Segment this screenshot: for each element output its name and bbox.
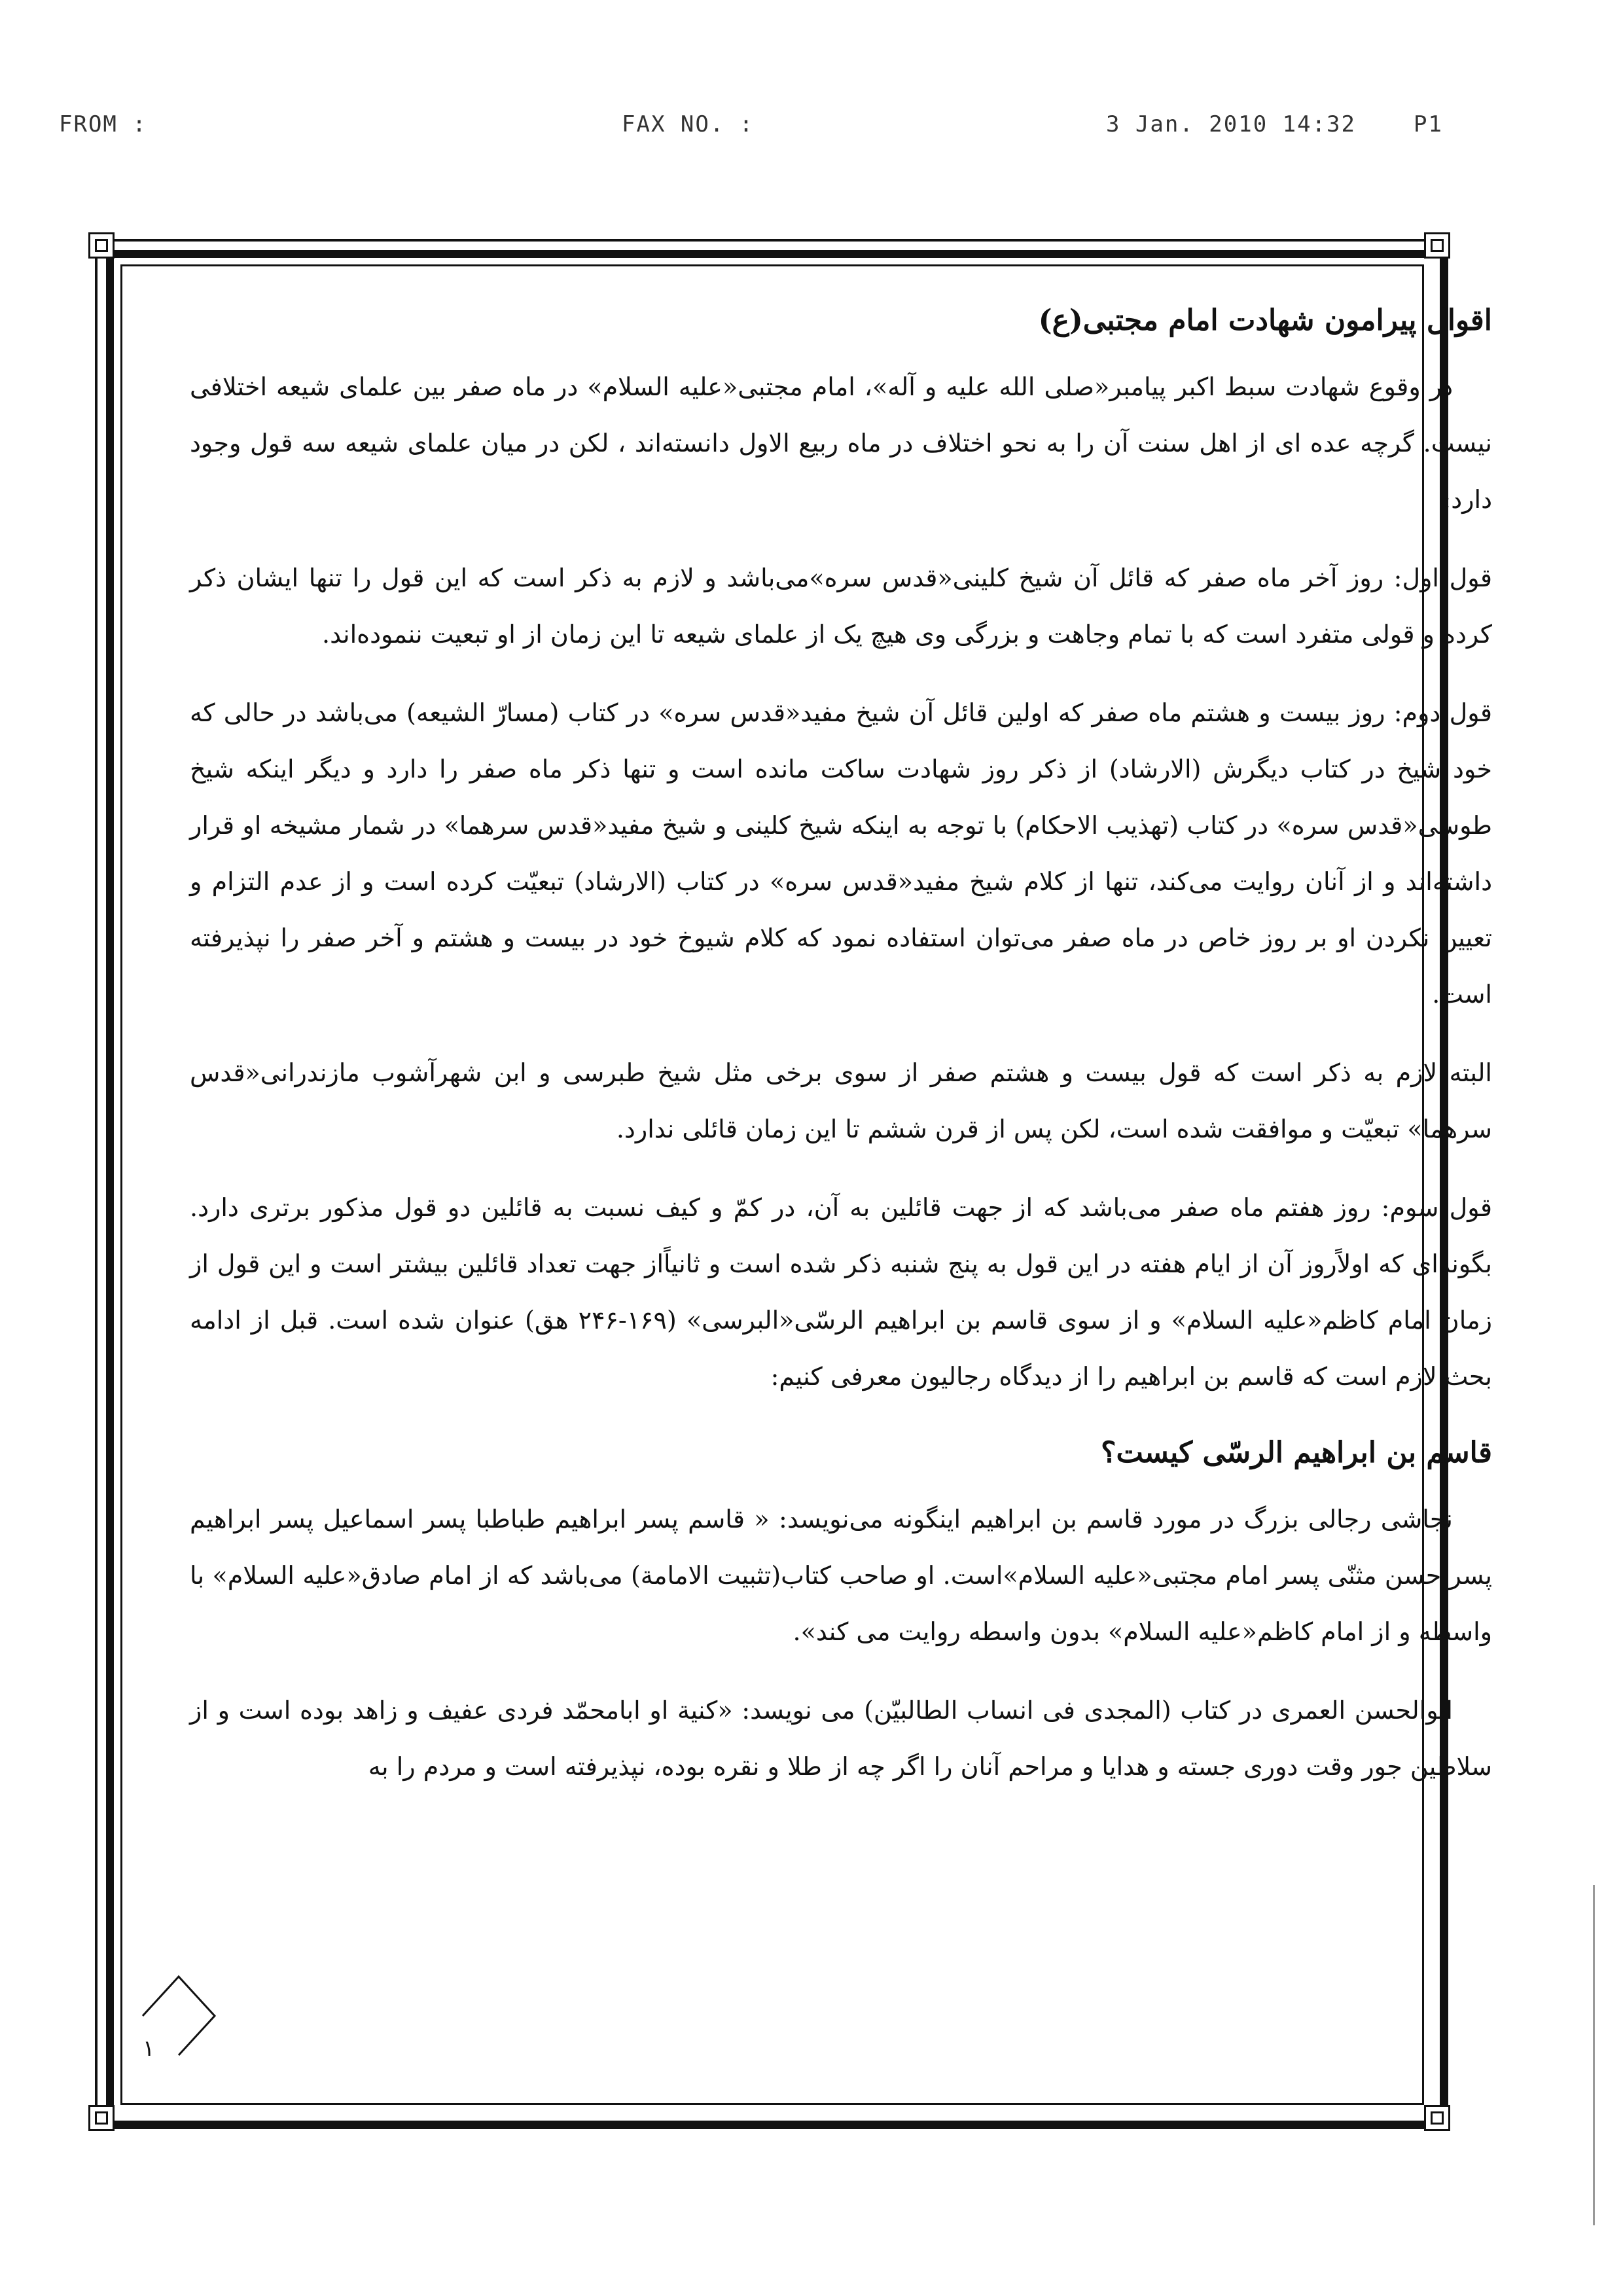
fax-date: 3 Jan. 2010 14:32 [1106, 111, 1356, 137]
paragraph: نجاشی رجالی بزرگ در مورد قاسم بن ابراهیم اینگونه می‌نویسد: « قاسم پسر ابراهیم طباطبا پسر اسماعیل پسر ابراهیم پسر حسن مثنّی پسر امام مجتبی«علیه السلام»است. او صاحب کتاب(تثبیت الامامة) می‌باشد که از امام صادق«علیه السلام» با واسطه و از امام کاظم«علیه السلام» بدون واسطه روایت می کند». [190, 1505, 1492, 1646]
frame-corner-ornament [88, 2105, 115, 2131]
frame-corner-ornament [1424, 232, 1450, 259]
page-number: ١ [143, 2036, 155, 2062]
paragraph: قول سوم: روز هفتم ماه صفر می‌باشد که از جهت قائلین به آن، در کمّ و کیف نسبت به قائلین دو قول مذکور برتری دارد. بگونه‌ای که اولاًروز آن از ایام هفته در این قول به پنج شنبه ذکر شده است و ثانیاًاز جهت تعداد قائلین بیشتر است و این قول از زمان امام کاظم«علیه السلام» و از سوی قاسم بن ابراهیم الرسّی«البرسی» (۱۶۹-۲۴۶ هق) عنوان شده است. قبل از ادامه بحث لازم است که قاسم بن ابراهیم را از دیدگاه رجالیون معرفی کنیم: [190, 1193, 1492, 1391]
frame-corner-ornament [88, 232, 115, 259]
paragraph: ابوالحسن العمری در کتاب (المجدی فی انساب الطالبیّن) می نویسد: «کنیة او ابامحمّد فردی عفیف و زاهد بوده است و از سلاطین جور وقت دوری جسته و هدایا و مراحم آنان را اگر چه از طلا و نقره بوده، نپذیرفته است و مردم را به [190, 1696, 1492, 1781]
document-body [190, 288, 1492, 1817]
fax-from: FROM : [59, 111, 147, 137]
frame-corner-ornament [1424, 2105, 1450, 2131]
fax-page: P1 [1414, 111, 1443, 137]
scan-edge-line [1593, 1885, 1595, 2225]
paragraph: قول اول: روز آخر ماه صفر که قائل آن شیخ کلینی«قدس سره»می‌باشد و لازم به ذکر است که این قول را تنها ایشان ذکر کرده و قولی متفرد است که با تمام وجاهت و بزرگی وی هیچ یک از علمای شیعه تا این زمان از او تبعیت ننموده‌اند. [190, 564, 1492, 649]
section-heading-2: قاسم بن ابراهیم الرسّی کیست؟ [1101, 1436, 1492, 1469]
fax-number: FAX NO. : [622, 111, 755, 137]
paragraph: البته لازم به ذکر است که قول بیست و هشتم صفر از سوی برخی مثل شیخ طبرسی و ابن شهرآشوب مازندرانی«قدس سرهما» تبعیّت و موافقت شده است، لکن پس از قرن ششم تا این زمان قائلی ندارد. [190, 1058, 1492, 1143]
fax-header [59, 111, 1472, 151]
section-heading-1: اقوال پیرامون شهادت امام مجتبی(ع) [1038, 304, 1492, 337]
paragraph: در وقوع شهادت سبط اکبر پیامبر«صلی الله علیه و آله»، امام مجتبی«علیه السلام» در ماه صفر بین علمای شیعه اختلافی نیست. گرچه عده ای از اهل سنت آن را به نحو اختلاف در ماه ربیع الاول دانسته‌اند ، لکن در میان علمای شیعه سه قول وجود دارد: [190, 372, 1492, 514]
paragraph: قول دوم: روز بیست و هشتم ماه صفر که اولین قائل آن شیخ مفید«قدس سره» در کتاب (مسارّ الشیعه) می‌باشد در حالی که خود شیخ در کتاب دیگرش (الارشاد) از ذکر روز شهادت ساکت مانده است و تنها ذکر ماه صفر را دارد و دیگر اینکه شیخ طوسی«قدس سره» در کتاب (تهذیب الاحکام) با توجه به اینکه شیخ کلینی و شیخ مفید«قدس سرهما» در شمار مشیخه او قرار داشته‌اند و از آنان روایت می‌کند، تنها از کلام شیخ مفید«قدس سره» در کتاب (الارشاد) تبعیّت کرده است و از عدم التزام و تعیین نکردن او بر روز خاص در ماه صفر می‌توان استفاده نمود که کلام شیوخ خود در بیست و هشتم و آخر صفر را نپذیرفته است. [190, 698, 1493, 1009]
